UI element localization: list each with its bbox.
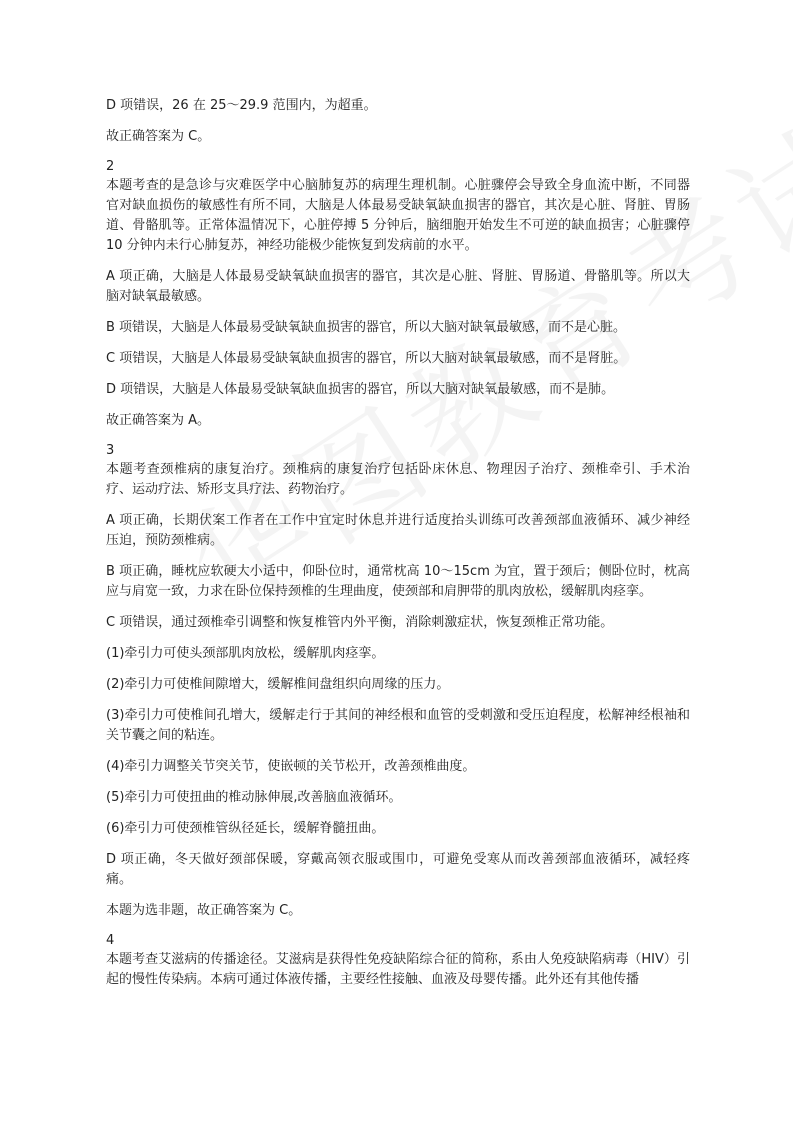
paragraph: (1)牵引力可使头颈部肌肉放松，缓解肌肉痉挛。 [106,646,385,661]
paragraph: A 项正确，大脑是人体最易受缺氧缺血损害的器官，其次是心脏、肾脏、胃肠道、骨骼肌等。所以大脑对缺氧最敏感。 [106,269,690,304]
paragraph: 本题考查的是急诊与灾难医学中心脑肺复苏的病理生理机制。心脏骤停会导致全身血流中断，不同器官对缺血损伤的敏感性有所不同，大脑是人体最易受缺氧缺血损害的器官，其次是心脏、肾脏、胃肠道、骨骼肌等。正常体温情况下，心脏停搏 5 分钟后，脑细胞开始发生不可逆的缺血损害；心脏骤停 10 分钟内未行心肺复苏，神经功能极少能恢复到发病前的水平。 [106,178,690,253]
paragraph: D 项正确，冬天做好颈部保暖，穿戴高领衣服或围巾，可避免受寒从而改善颈部血液循环，减轻疼痛。 [106,852,690,887]
paragraph: 故正确答案为 A。 [106,413,211,428]
paragraph: (3)牵引力可使椎间孔增大，缓解走行于其间的神经根和血管的受刺激和受压迫程度，松解神经根袖和关节囊之间的粘连。 [106,708,690,743]
paragraph: (4)牵引力调整关节突关节，使嵌顿的关节松开，改善颈椎曲度。 [106,759,476,774]
paragraph: A 项正确，长期伏案工作者在工作中宜定时休息并进行适度抬头训练可改善颈部血液循环、减少神经压迫，预防颈椎病。 [106,513,690,548]
paragraph: (2)牵引力可使椎间隙增大，缓解椎间盘组织向周缘的压力。 [106,677,450,692]
question-number: 2 [106,159,115,174]
paragraph: 本题考查艾滋病的传播途径。艾滋病是获得性免疫缺陷综合征的简称，系由人免疫缺陷病毒（HIV）引起的慢性传染病。本病可通过体液传播，主要经性接触、血液及母婴传播。此外还有其他传播 [106,952,690,987]
paragraph: C 项错误，通过颈椎牵引调整和恢复椎管内外平衡，消除刺激症状，恢复颈椎正常功能。 [106,615,614,630]
paragraph: B 项错误，大脑是人体最易受缺氧缺血损害的器官，所以大脑对缺氧最敏感，而不是心脏。 [106,320,627,335]
paragraph: D 项错误，26 在 25～29.9 范围内，为超重。 [106,98,377,113]
paragraph: 故正确答案为 C。 [106,129,211,144]
document-body [106,96,690,1001]
paragraph: B 项正确，睡枕应软硬大小适中，仰卧位时，通常枕高 10～15cm 为宜，置于颈后；侧卧位时，枕高应与肩宽一致，力求在卧位保持颈椎的生理曲度，使颈部和肩胛带的肌肉放松，缓解肌肉痉挛。 [106,564,690,599]
paragraph: (5)牵引力可使扭曲的椎动脉伸展,改善脑血液循环。 [106,790,402,805]
paragraph: C 项错误，大脑是人体最易受缺氧缺血损害的器官，所以大脑对缺氧最敏感，而不是肾脏。 [106,351,627,366]
question-number: 3 [106,443,115,458]
question-number: 4 [106,933,115,948]
paragraph: 本题为选非题，故正确答案为 C。 [106,903,302,918]
paragraph: 本题考查颈椎病的康复治疗。颈椎病的康复治疗包括卧床休息、物理因子治疗、颈椎牵引、手术治疗、运动疗法、矫形支具疗法、药物治疗。 [106,462,690,497]
paragraph: (6)牵引力可使颈椎管纵径延长，缓解脊髓扭曲。 [106,821,385,836]
paragraph: D 项错误，大脑是人体最易受缺氧缺血损害的器官，所以大脑对缺氧最敏感，而不是肺。 [106,382,615,397]
